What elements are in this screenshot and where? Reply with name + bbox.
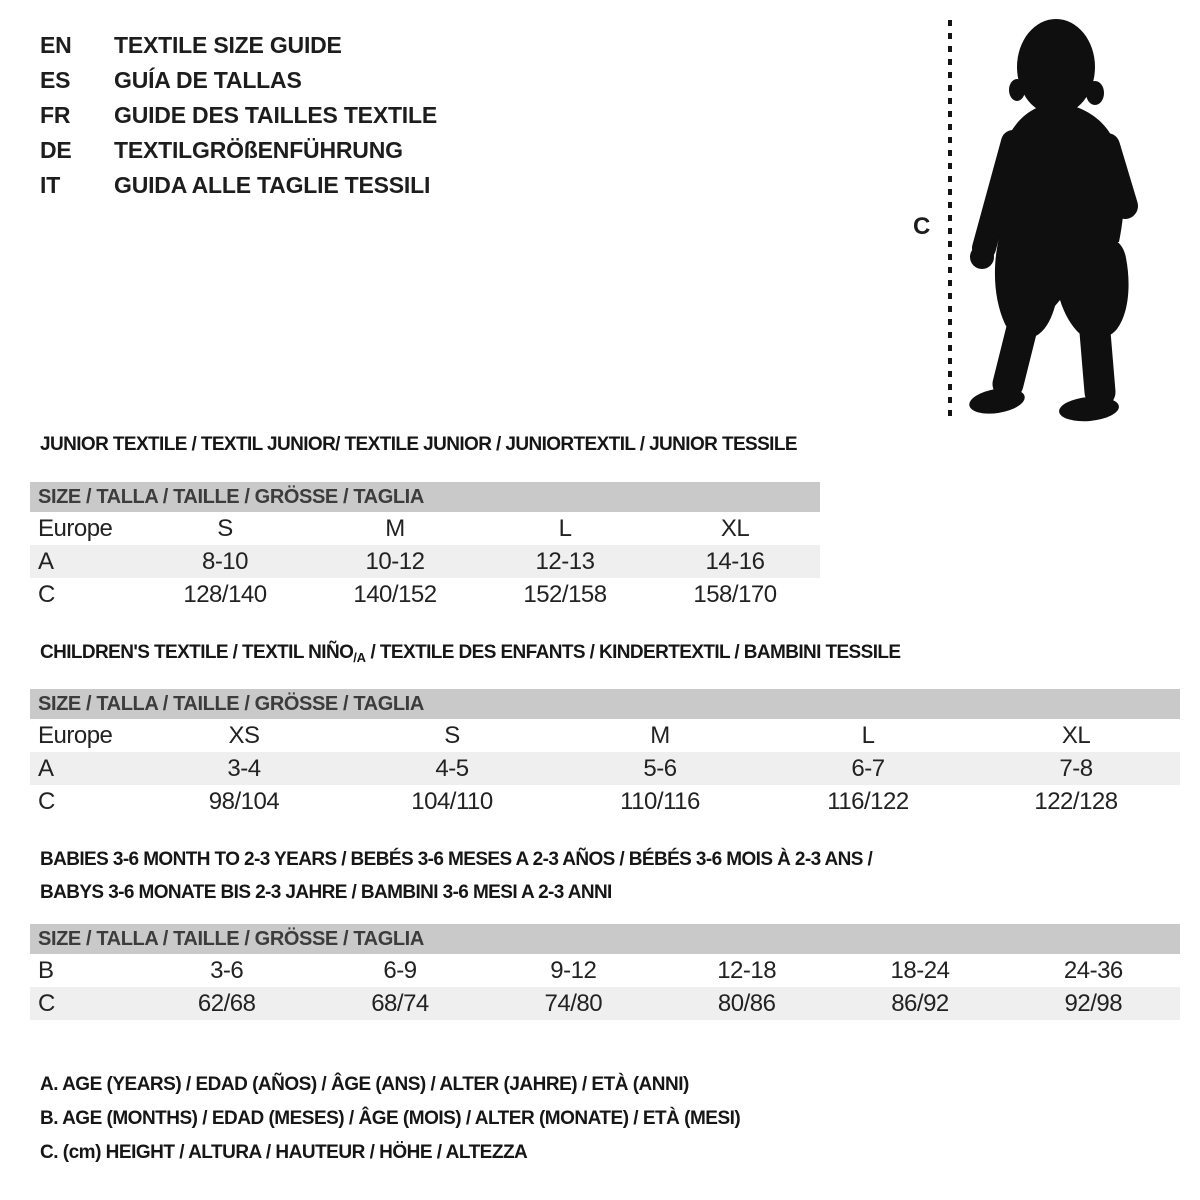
row-label: Europe	[38, 721, 113, 749]
size-cell: 4-5	[435, 754, 469, 782]
size-cell: 92/98	[1064, 989, 1123, 1017]
size-cell: 86/92	[891, 989, 949, 1017]
row-label: B	[38, 956, 54, 984]
size-cell: 8-10	[201, 547, 249, 575]
size-cell: 116/122	[827, 787, 909, 815]
babies-size-table	[30, 924, 1180, 1020]
legend-line-a: A. AGE (YEARS) / EDAD (AÑOS) / ÂGE (ANS) / ALTER (JAHRE) / ETÀ (ANNI)	[40, 1074, 689, 1095]
babies-title-line1: BABIES 3-6 MONTH TO 2-3 YEARS / BEBÉS 3-6 MESES A 2-3 AÑOS / BÉBÉS 3-6 MOIS À 2-3 ANS /	[40, 849, 873, 870]
size-cell: 18-24	[890, 956, 950, 984]
size-header-bar: SIZE / TALLA / TAILLE / GRÖSSE / TAGLIA	[30, 482, 820, 512]
lang-row-it	[40, 168, 437, 203]
lang-label: GUIDE DES TAILLES TEXTILE	[114, 102, 437, 128]
lang-code: IT	[40, 172, 61, 198]
size-cell: 62/68	[197, 989, 256, 1017]
row-label: C	[38, 787, 55, 815]
lang-label: GUÍA DE TALLAS	[114, 67, 302, 93]
size-cell: M	[385, 514, 405, 542]
size-cell: XS	[228, 721, 260, 749]
babies-title-line2: BABYS 3-6 MONATE BIS 2-3 JAHRE / BAMBINI 3-6 MESI A 2-3 ANNI	[40, 882, 612, 903]
row-label: A	[38, 547, 54, 575]
table-row-height	[30, 987, 1180, 1020]
size-cell: L	[558, 514, 572, 542]
size-cell: 74/80	[544, 989, 603, 1017]
lang-label: TEXTILE SIZE GUIDE	[114, 32, 342, 58]
lang-code: DE	[40, 137, 72, 163]
size-cell: XL	[1061, 721, 1091, 749]
language-title-block	[40, 28, 437, 203]
legend-line-b: B. AGE (MONTHS) / EDAD (MESES) / ÂGE (MOIS) / ALTER (MONATE) / ETÀ (MESI)	[40, 1108, 741, 1129]
lang-code: FR	[40, 102, 71, 128]
table-row-months	[30, 954, 1180, 987]
size-cell: XL	[720, 514, 750, 542]
lang-label: GUIDA ALLE TAGLIE TESSILI	[114, 172, 431, 198]
size-cell: 110/116	[620, 787, 700, 815]
row-label: C	[38, 580, 55, 608]
children-title-suffix: / TEXTILE DES ENFANTS / KINDERTEXTIL / BAMBINI TESSILE	[365, 642, 901, 663]
legend-line-c: C. (cm) HEIGHT / ALTURA / HAUTEUR / HÖHE / ALTEZZA	[40, 1142, 528, 1163]
size-cell: 158/170	[693, 580, 777, 608]
size-cell: 10-12	[365, 547, 425, 575]
lang-code: EN	[40, 32, 72, 58]
size-cell: 128/140	[183, 580, 267, 608]
size-header-bar: SIZE / TALLA / TAILLE / GRÖSSE / TAGLIA	[30, 924, 1180, 954]
junior-size-table	[30, 482, 820, 611]
measurement-legend	[40, 1068, 740, 1170]
children-size-table	[30, 689, 1180, 818]
lang-row-es	[40, 63, 437, 98]
size-cell: 6-7	[851, 754, 885, 782]
children-section-title	[40, 642, 900, 664]
row-label: A	[38, 754, 54, 782]
baby-height-figure	[898, 10, 1148, 430]
size-cell: 98/104	[208, 787, 280, 815]
size-cell: S	[217, 514, 233, 542]
size-cell: 6-9	[383, 956, 417, 984]
size-cell: 3-6	[210, 956, 244, 984]
table-row-height	[30, 578, 820, 611]
lang-row-de	[40, 133, 437, 168]
size-cell: 9-12	[550, 956, 597, 984]
size-cell: 7-8	[1059, 754, 1093, 782]
size-cell: L	[861, 721, 875, 749]
size-cell: S	[444, 721, 460, 749]
children-title-prefix: CHILDREN'S TEXTILE / TEXTIL NIÑO	[40, 642, 354, 663]
size-cell: 3-4	[227, 754, 261, 782]
size-cell: 12-18	[717, 956, 777, 984]
table-row-europe	[30, 512, 820, 545]
size-cell: 152/158	[523, 580, 607, 608]
size-cell: 80/86	[717, 989, 776, 1017]
children-title-sub: /A	[353, 650, 366, 665]
baby-silhouette-icon	[967, 19, 1128, 424]
lang-label: TEXTILGRÖßENFÜHRUNG	[114, 137, 403, 163]
table-row-europe	[30, 719, 1180, 752]
size-cell: 12-13	[535, 547, 595, 575]
lang-row-fr	[40, 98, 437, 133]
size-cell: 104/110	[411, 787, 493, 815]
size-cell: 5-6	[643, 754, 677, 782]
size-cell: 24-36	[1063, 956, 1123, 984]
table-row-height	[30, 785, 1180, 818]
size-cell: 122/128	[1034, 787, 1118, 815]
babies-section-title	[40, 843, 872, 909]
size-cell: 140/152	[353, 580, 437, 608]
row-label: Europe	[38, 514, 113, 542]
height-measure-label: C	[913, 213, 931, 240]
row-label: C	[38, 989, 55, 1017]
size-cell: 14-16	[705, 547, 765, 575]
table-row-age	[30, 545, 820, 578]
lang-row-en	[40, 28, 437, 63]
lang-code: ES	[40, 67, 71, 93]
table-row-age	[30, 752, 1180, 785]
size-cell: M	[650, 721, 670, 749]
size-cell: 68/74	[371, 989, 429, 1017]
junior-section-title: JUNIOR TEXTILE / TEXTIL JUNIOR/ TEXTILE JUNIOR / JUNIORTEXTIL / JUNIOR TESSILE	[40, 434, 797, 455]
size-header-bar: SIZE / TALLA / TAILLE / GRÖSSE / TAGLIA	[30, 689, 1180, 719]
